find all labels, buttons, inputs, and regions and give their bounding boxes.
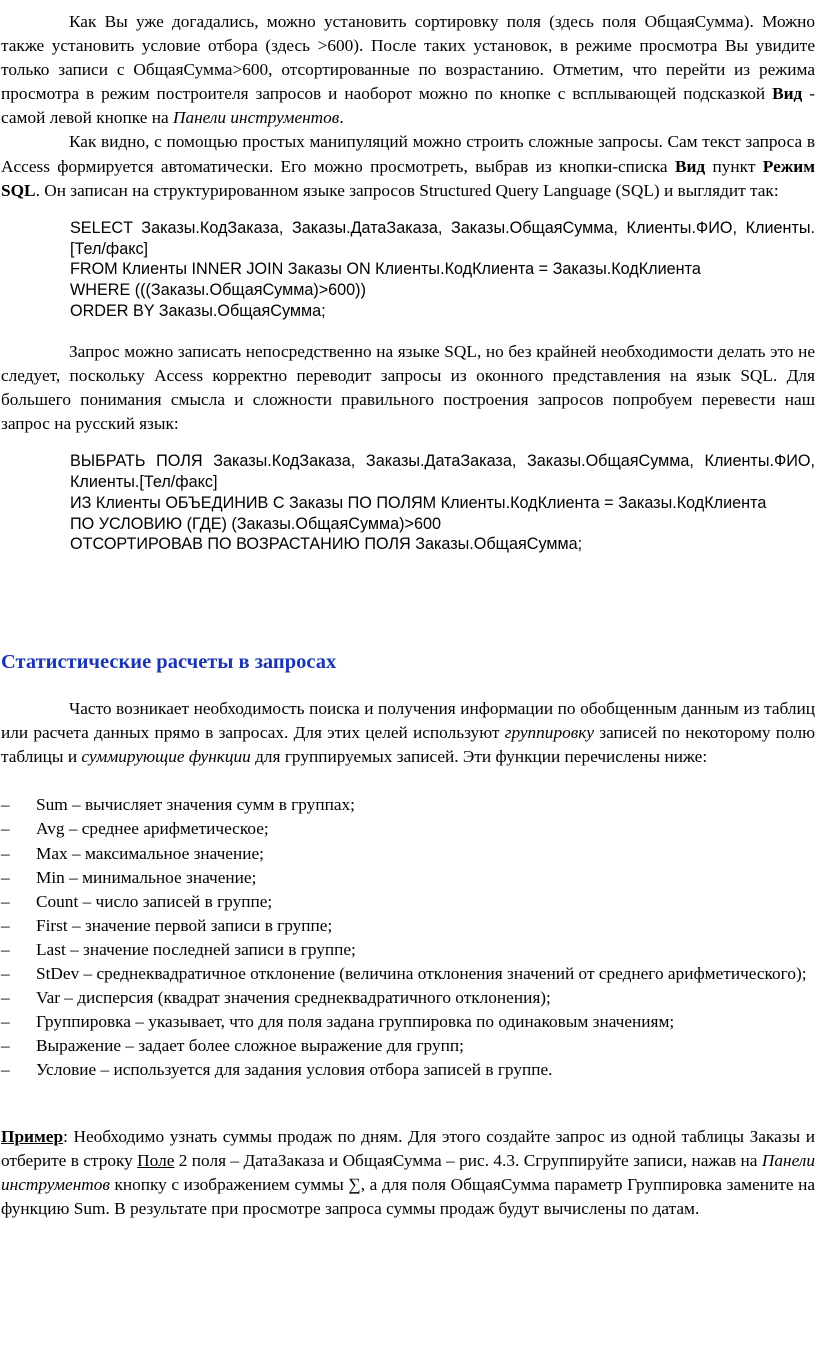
dash-bullet: – xyxy=(1,819,10,839)
paragraph-statistics-intro xyxy=(1,697,815,769)
list-item xyxy=(1,817,815,841)
list-item-text: First – значение первой записи в группе; xyxy=(36,915,333,935)
russian-query-block xyxy=(1,451,815,555)
dash-bullet: – xyxy=(1,1060,10,1080)
text-run: . xyxy=(339,108,344,128)
russian-query-line: ИЗ Клиенты ОБЪЕДИНИВ С Заказы ПО ПОЛЯМ Клиенты.КодКлиента = Заказы.КодКлиента xyxy=(70,493,767,512)
underlined-term-field: Поле xyxy=(137,1150,175,1170)
list-item-text: Max – максимальное значение; xyxy=(36,843,264,863)
example-label: Пример xyxy=(1,1126,64,1146)
text-run: записей по некоторому полю таблицы и xyxy=(1,723,815,767)
list-item-text: Sum – вычисляет значения сумм в группах; xyxy=(36,795,355,815)
dash-bullet: – xyxy=(1,939,10,959)
text-run: - самой левой кнопке на xyxy=(1,84,815,128)
list-item-text: Last – значение последней записи в группе; xyxy=(36,939,356,959)
paragraph-example xyxy=(1,1125,815,1221)
dash-bullet: – xyxy=(1,843,10,863)
italic-term-toolbar: Панели инструментов xyxy=(1,1150,815,1194)
list-item-text: Avg – среднее арифметическое; xyxy=(36,819,269,839)
italic-term-toolbar: Панели инструментов xyxy=(172,108,340,128)
russian-query-line: ОТСОРТИРОВАВ ПО ВОЗРАСТАНИЮ ПОЛЯ Заказы.ОбщаяСумма; xyxy=(70,535,583,554)
text-run: , а для поля ОбщаяСумма параметр Группировка замените на функцию Sum. В результате при просмотре запроса суммы продаж будут вычислены по датам. xyxy=(1,1174,815,1218)
text-run: 2 поля – ДатаЗаказа и ОбщаяСумма – рис. 4.3. Сгруппируйте записи, нажав на xyxy=(174,1150,762,1170)
section-heading: Статистические расчеты в запросах xyxy=(1,651,337,674)
paragraph-translation-intro: Запрос можно записать непосредственно на языке SQL, но без крайней необходимости делать это не следует, поскольку Access корректно переводит запросы из оконного представления на язык SQL. Для большего понимания смысла и сложности правильного построения запросов попробуем перевести наш запрос на русский язык: xyxy=(1,341,815,434)
bold-term-vid: Вид xyxy=(674,156,706,176)
dash-bullet: – xyxy=(1,988,10,1008)
dash-bullet: – xyxy=(1,915,10,935)
text-run: пункт xyxy=(705,156,763,176)
text-run: : Необходимо узнать суммы продаж по дням. Для этого создайте запрос из одной таблицы Заказы и отберите в строку xyxy=(1,1126,815,1170)
text-run: кнопку с изображением суммы xyxy=(109,1174,349,1194)
text-run: Часто возникает необходимость поиска и получения информации по обобщенным данным из таблиц или расчета данных прямо в запросах. Для этих целей используют xyxy=(1,699,815,743)
sql-line: ORDER BY Заказы.ОбщаяСумма; xyxy=(70,301,326,320)
function-list xyxy=(1,793,815,1082)
dash-bullet: – xyxy=(1,964,10,984)
list-item-text: Выражение – задает более сложное выражение для групп; xyxy=(36,1036,464,1056)
sql-line: SELECT Заказы.КодЗаказа, Заказы.ДатаЗаказа, Заказы.ОбщаяСумма, Клиенты.ФИО, Клиенты.[Тел/факс] xyxy=(70,218,815,258)
dash-bullet: – xyxy=(1,1012,10,1032)
list-item xyxy=(1,1058,815,1082)
dash-bullet: – xyxy=(1,891,10,911)
list-item xyxy=(1,962,815,986)
list-item xyxy=(1,1034,815,1058)
bold-term-sql-mode: Режим SQL xyxy=(1,156,815,200)
italic-term-grouping: группировку xyxy=(504,723,594,743)
paragraph-sql-intro xyxy=(1,130,815,202)
sql-code-block xyxy=(1,218,815,322)
list-item xyxy=(1,793,815,817)
bold-term-vid: Вид xyxy=(772,84,803,104)
russian-query-line: ПО УСЛОВИЮ (ГДЕ) (Заказы.ОбщаяСумма)>600 xyxy=(70,514,442,533)
dash-bullet: – xyxy=(1,1036,10,1056)
italic-term-aggregate: суммирующие функции xyxy=(81,747,251,767)
list-item-text: Min – минимальное значение; xyxy=(36,867,257,887)
list-item xyxy=(1,938,815,962)
sql-line: WHERE (((Заказы.ОбщаяСумма)>600)) xyxy=(70,281,366,300)
dash-bullet: – xyxy=(1,867,10,887)
list-item xyxy=(1,890,815,914)
list-item-text: Группировка – указывает, что для поля задана группировка по одинаковым значениям; xyxy=(36,1012,675,1032)
text-run: для группируемых записей. Эти функции перечислены ниже: xyxy=(250,747,708,767)
paragraph-sorting xyxy=(1,10,815,130)
text-run: Как Вы уже догадались, можно установить сортировку поля (здесь поля ОбщаяСумма). Можно также установить условие отбора (здесь >600). После таких установок, в режиме просмотра Вы увидите только записи с ОбщаяСумма>600, отсортированные по возрастанию. Отметим, что перейти из режима просмотра в режим построителя запросов и наоборот можно по кнопке с всплывающей подсказкой xyxy=(1,12,815,104)
list-item-text: StDev – среднеквадратичное отклонение (величина отклонения значений от среднего арифметического); xyxy=(36,964,807,984)
sigma-icon: ∑ xyxy=(348,1174,361,1194)
list-item xyxy=(1,986,815,1010)
list-item-text: Var – дисперсия (квадрат значения среднеквадратичного отклонения); xyxy=(36,988,551,1008)
dash-bullet: – xyxy=(1,795,10,815)
list-item-text: Count – число записей в группе; xyxy=(36,891,273,911)
russian-query-line: ВЫБРАТЬ ПОЛЯ Заказы.КодЗаказа, Заказы.ДатаЗаказа, Заказы.ОбщаяСумма, Клиенты.ФИО, Клиенты.[Тел/факс] xyxy=(70,452,815,491)
list-item xyxy=(1,914,815,938)
sql-line: FROM Клиенты INNER JOIN Заказы ON Клиенты.КодКлиента = Заказы.КодКлиента xyxy=(70,260,701,279)
list-item-text: Условие – используется для задания условия отбора записей в группе. xyxy=(36,1060,553,1080)
text-run: Как видно, с помощью простых манипуляций можно строить сложные запросы. Сам текст запроса в Access формируется автоматически. Его можно просмотреть, выбрав из кнопки-списка xyxy=(1,132,815,176)
list-item xyxy=(1,1010,815,1034)
list-item xyxy=(1,842,815,866)
text-run: . Он записан на структурированном языке запросов Structured Query Language (SQL) и выглядит так: xyxy=(35,180,779,200)
list-item xyxy=(1,866,815,890)
